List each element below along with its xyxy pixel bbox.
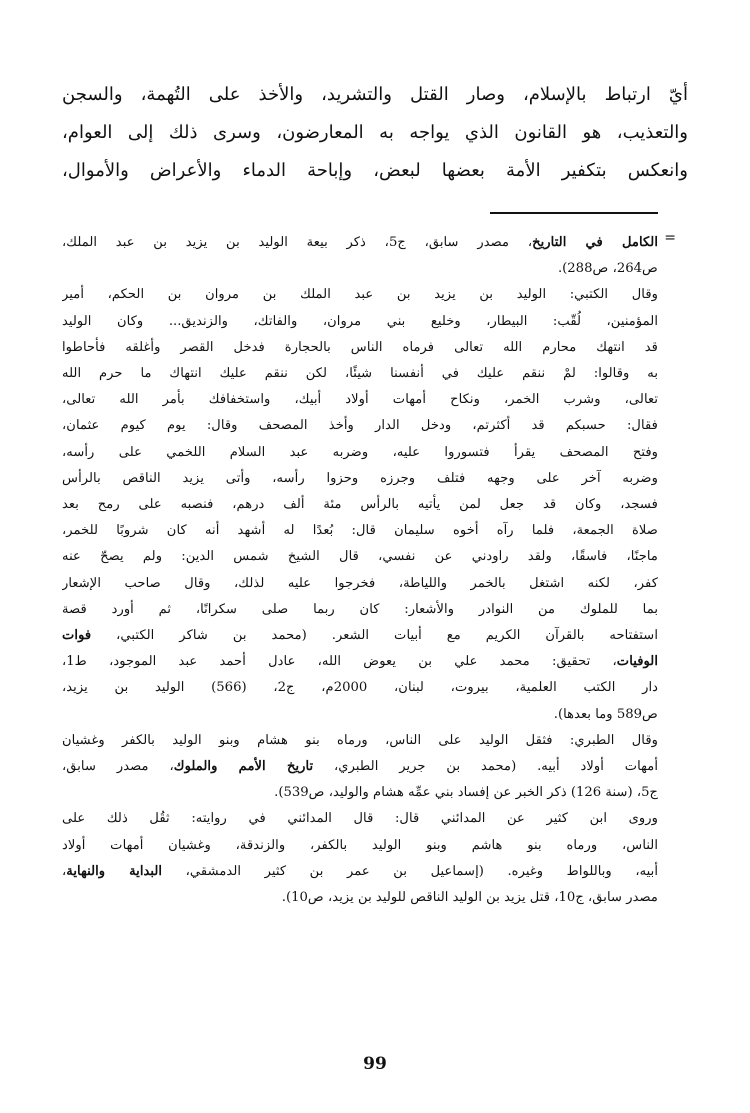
footnote-line: وقال الكتبي: الوليد بن يزيد بن عبد الملك بن مروان بن الحكم، أمير — [62, 287, 658, 303]
footnote-line: الوفيات، تحقيق: محمد علي بن يعوض الله، عادل أحمد عبد الموجود، ط1، — [62, 654, 658, 670]
book-title: الكامل في التاريخ — [532, 235, 658, 250]
main-line: وانعكس بتكفير الأمة بعضها لبعض، وإباحة الدماء والأعراض والأموال، — [62, 160, 688, 181]
main-line: أيّ ارتباط بالإسلام، وصار القتل والتشريد، والأخذ على التُهمة، والسجن — [62, 84, 688, 105]
book-title: الوفيات — [616, 654, 658, 670]
footnote-line: ص264، ص288). — [557, 261, 658, 277]
footnote-line: الكامل في التاريخ، مصدر سابق، ج5، ذكر بيعة الوليد بن يزيد بن عبد الملك، — [62, 235, 658, 250]
footnotes — [62, 230, 658, 911]
footnote-line: وفتح المصحف يقرأ فتسوروا عليه، وضربه عبد السلام اللخمي على رأسه، — [62, 444, 658, 460]
footnote-line: ج5، (سنة 126) ذكر الخبر عن إفساد بني عمِّه هشام والوليد، ص539). — [274, 785, 658, 801]
footnote-line: استفتاحه بالقرآن الكريم مع أبيات الشعر. (محمد بن شاكر الكتبي، فوات — [62, 628, 658, 644]
book-title: تاريخ الأمم والملوك — [173, 759, 314, 775]
footnote-line: ماجنًا، فاسقًا، ولقد راودني عن نفسي، قال الشيخ شمس الدين: ولم يصحّ عنه — [62, 549, 658, 565]
footnote-line: وروى ابن كثير عن المدائني قال: قال المدائني في روايته: ثقُل ذلك على — [62, 811, 658, 827]
footnote-line: بما للملوك من النوادر والأشعار: كان ربما صلى سكرانًا، ثم أورد قصة — [62, 601, 658, 617]
footnote-ibn-kathir — [62, 806, 658, 911]
footnote-line: أبيه، وباللواط وغيره. (إسماعيل بن عمر بن كثير الدمشقي، البداية والنهاية، — [62, 863, 658, 879]
main-paragraph — [62, 76, 688, 190]
footnote-separator — [490, 212, 658, 214]
footnote-line: وضربه آخر على وجهه فتلف وجرزه وحزوا رأسه، وأتى يزيد الناقص بالرأس — [62, 470, 658, 486]
footnote-line: دار الكتب العلمية، بيروت، لبنان، 2000م، ج2، (566) الوليد بن يزيد، — [62, 680, 658, 696]
footnote-line: تعالى، وشرب الخمر، ونكاح أمهات أولاد أبيك، واستخفافك بأمر الله تعالى، — [62, 392, 658, 408]
footnote-line: المؤمنين، لُقّب: البيطار، وخليع بني مروان، والفاتك، والزنديق... وكان الوليد — [62, 313, 658, 329]
footnote-line: أمهات أولاد أبيه. (محمد بن جرير الطبري، تاريخ الأمم والملوك، مصدر سابق، — [62, 759, 658, 775]
footnote-line: الناس، ورماه بنو هاشم وبنو الوليد بالكفر، والزندقة، وغشيان أمهات أولاد — [62, 837, 658, 853]
footnote-line: فسجد، وكان قد جعل لمن يأتيه بالرأس مئة ألف درهم، فنصبه على رمح بعد — [62, 497, 658, 513]
footnote-tabari — [62, 728, 658, 807]
main-line: والتعذيب، هو القانون الذي يواجه به المعارضون، وسرى ذلك إلى العوام، — [62, 122, 688, 143]
book-title: فوات — [62, 628, 92, 644]
footnote-line: كفر، لكنه اشتغل بالخمر واللياطة، فخرجوا عليه لذلك، وقال صاحب الإشعار — [62, 575, 658, 591]
footnote-kamil — [62, 230, 658, 282]
footnote-line: قد انتهك محارم الله تعالى فرماه الناس بالحجارة فدخل القصر وأغلقه فأحاطوا — [62, 339, 658, 355]
book-title: البداية والنهاية — [66, 863, 163, 879]
page-number: 99 — [363, 1054, 387, 1074]
footnote-line: مصدر سابق، ج10، قتل يزيد بن الوليد الناقص للوليد بن يزيد، ص10). — [281, 890, 658, 906]
footnote-kutubi — [62, 282, 658, 727]
footnote-line: به وقالوا: لمْ ننقم عليك في أنفسنا شيئًا، لكن ننقم عليك انتهاك ما حرم الله — [62, 366, 658, 382]
footnote-line: ص589 وما بعدها). — [553, 706, 658, 722]
footnote-continuation-marker: = — [664, 230, 676, 246]
footnote-line: وقال الطبري: فثقل الوليد على الناس، ورماه بنو هشام وبنو الوليد بالكفر وغشيان — [62, 732, 658, 748]
footnote-line: فقال: حسبكم قد أكثرتم، ودخل الدار وأخذ المصحف وقال: يوم كيوم عثمان، — [62, 418, 658, 434]
footnote-line: صلاة الجمعة، فلما رآه أخوه سليمان قال: بُعدًا له أشهد أنه كان شروبًا للخمر، — [62, 523, 658, 539]
